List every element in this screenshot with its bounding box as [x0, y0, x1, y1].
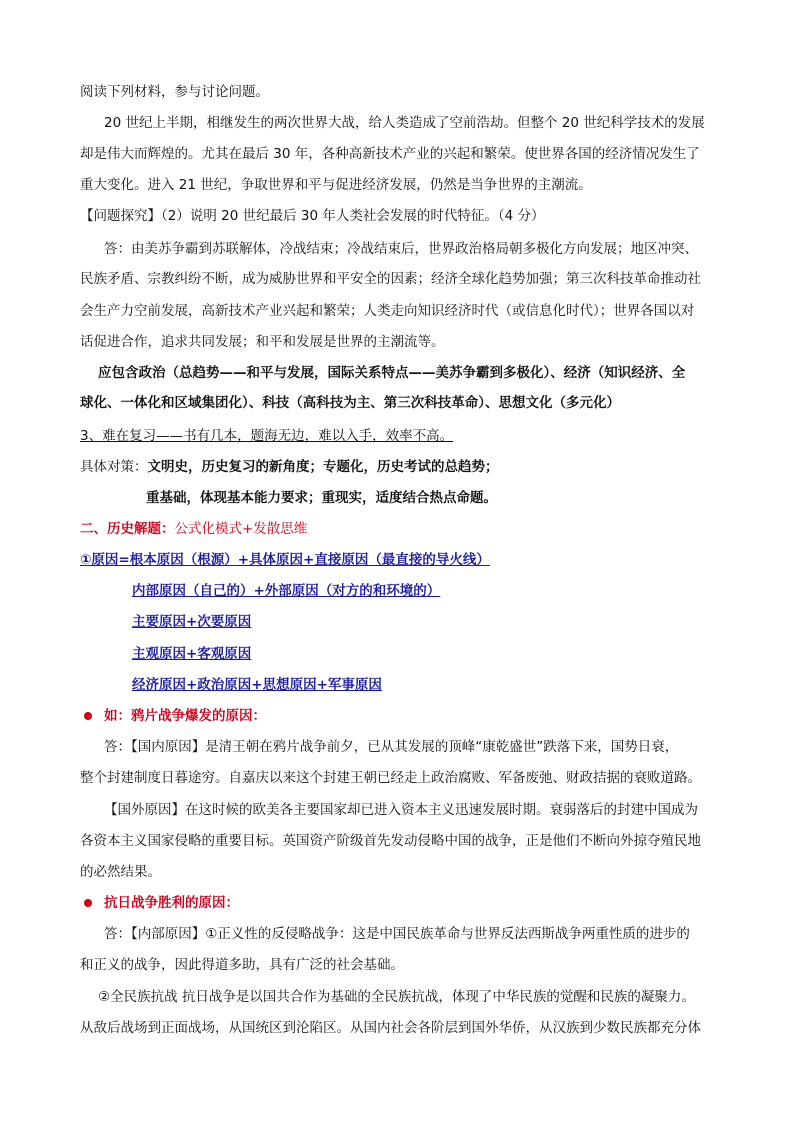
section-2-heading — [80, 520, 307, 538]
measures-text-1: 文明史，历史复习的新角度；专题化，历史考试的总趋势； — [147, 459, 499, 475]
formula-item-3: 主观原因+客观原因 — [132, 646, 252, 662]
answer-line-4: 话促进合作，追求共同发展；和平和发展是世界的主潮流等。 — [80, 334, 445, 350]
bullet-icon — [84, 712, 92, 720]
summary-line-1: 应包含政治（总趋势——和平与发展，国际关系特点——美苏争霸到多极化）、经济（知识经济、全 — [98, 365, 686, 381]
example-1-foreign-line-3: 的必然结果。 — [80, 864, 161, 880]
question-text: 【问题探究】（2）说明 20 世纪最后 30 年人类社会发展的时代特征。（4 分） — [80, 208, 545, 224]
bullet-icon — [84, 899, 92, 907]
formula-item-1: 内部原因（自己的）+外部原因（对方的和环境的） — [132, 583, 441, 599]
answer-line-2: 民族矛盾、宗教纠纷不断，成为威胁世界和平安全的因素；经济全球化趋势加强；第三次科技革命推动社 — [80, 271, 701, 287]
example-1-foreign-line-2: 各资本主义国家侵略的重要目标。英国资产阶级首先发动侵略中国的战争，正是他们不断向外掠夺殖民地 — [80, 833, 701, 849]
measures-line-1 — [80, 458, 499, 476]
section-2-title: 二、历史解题： — [80, 521, 175, 537]
measures-line-2: 重基础，体现基本能力要求；重现实，适度结合热点命题。 — [146, 490, 497, 506]
answer-line-1: 答：由美苏争霸到苏联解体，冷战结束；冷战结束后，世界政治格局朝多极化方向发展；地区冲突、 — [104, 241, 698, 257]
section-2-subtitle: 公式化模式+发散思维 — [174, 521, 308, 537]
example-2-title: 抗日战争胜利的原因： — [104, 895, 239, 911]
formula-item-4: 经济原因+政治原因+思想原因+军事原因 — [132, 677, 382, 693]
formula-main: ①原因=根本原因（根源）+具体原因+直接原因（最直接的导火线） — [80, 552, 490, 568]
example-2-national-line-1: ②全民族抗战 抗日战争是以国共合作为基础的全民族抗战，体现了中华民族的觉醒和民族的凝聚力。 — [98, 989, 695, 1005]
measures-label: 具体对策： — [80, 459, 148, 475]
material-line-2: 却是伟大而辉煌的。尤其在最后 30 年，各种高新技术产业的兴起和繁荣。使世界各国的经济情况发生了 — [80, 146, 700, 162]
example-2-national-line-2: 从敌后战场到正面战场，从国统区到沦陷区。从国内社会各阶层到国外华侨，从汉族到少数民族都充分体 — [80, 1020, 701, 1036]
example-2-internal-line-2: 和正义的战争，因此得道多助，具有广泛的社会基础。 — [80, 957, 404, 973]
example-2-internal-line-1: 答：【内部原因】①正义性的反侵略战争：这是中国民族革命与世界反法西斯战争两重性质的进步的 — [104, 926, 690, 942]
example-1-foreign-line-1: 【国外原因】在这时候的欧美各主要国家却已进入资本主义迅速发展时期。衰弱落后的封建中国成为 — [104, 802, 698, 818]
answer-line-3: 会生产力空前发展，高新技术产业兴起和繁荣；人类走向知识经济时代（或信息化时代）；世界各国以对 — [80, 303, 695, 319]
example-1-title: 如：鸦片战争爆发的原因： — [104, 708, 266, 724]
material-line-3: 重大变化。进入 21 世纪，争取世界和平与促进经济发展，仍然是当争世界的主潮流。 — [80, 177, 592, 193]
example-1-domestic-line-2: 整个封建制度日暮途穷。自嘉庆以来这个封建王朝已经走上政治腐败、军备废弛、财政拮据的衰败道路。 — [80, 770, 701, 786]
material-line-1: 20 世纪上半期，相继发生的两次世界大战，给人类造成了空前浩劫。但整个 20 世纪科学技术的发展 — [104, 115, 705, 131]
formula-item-2: 主要原因+次要原因 — [132, 614, 252, 630]
point-3-text: 3、难在复习——书有几本，题海无边，难以入手，效率不高。 — [80, 428, 454, 444]
intro-text: 阅读下列材料，参与讨论问题。 — [80, 84, 269, 100]
summary-line-2: 球化、一体化和区域集团化）、科技（高科技为主、第三次科技革命）、思想文化（多元化） — [80, 395, 620, 411]
example-1-domestic-line-1: 答：【国内原因】是清王朝在鸦片战争前夕，已从其发展的顶峰“康乾盛世”跌落下来，国势日衰， — [104, 739, 679, 755]
